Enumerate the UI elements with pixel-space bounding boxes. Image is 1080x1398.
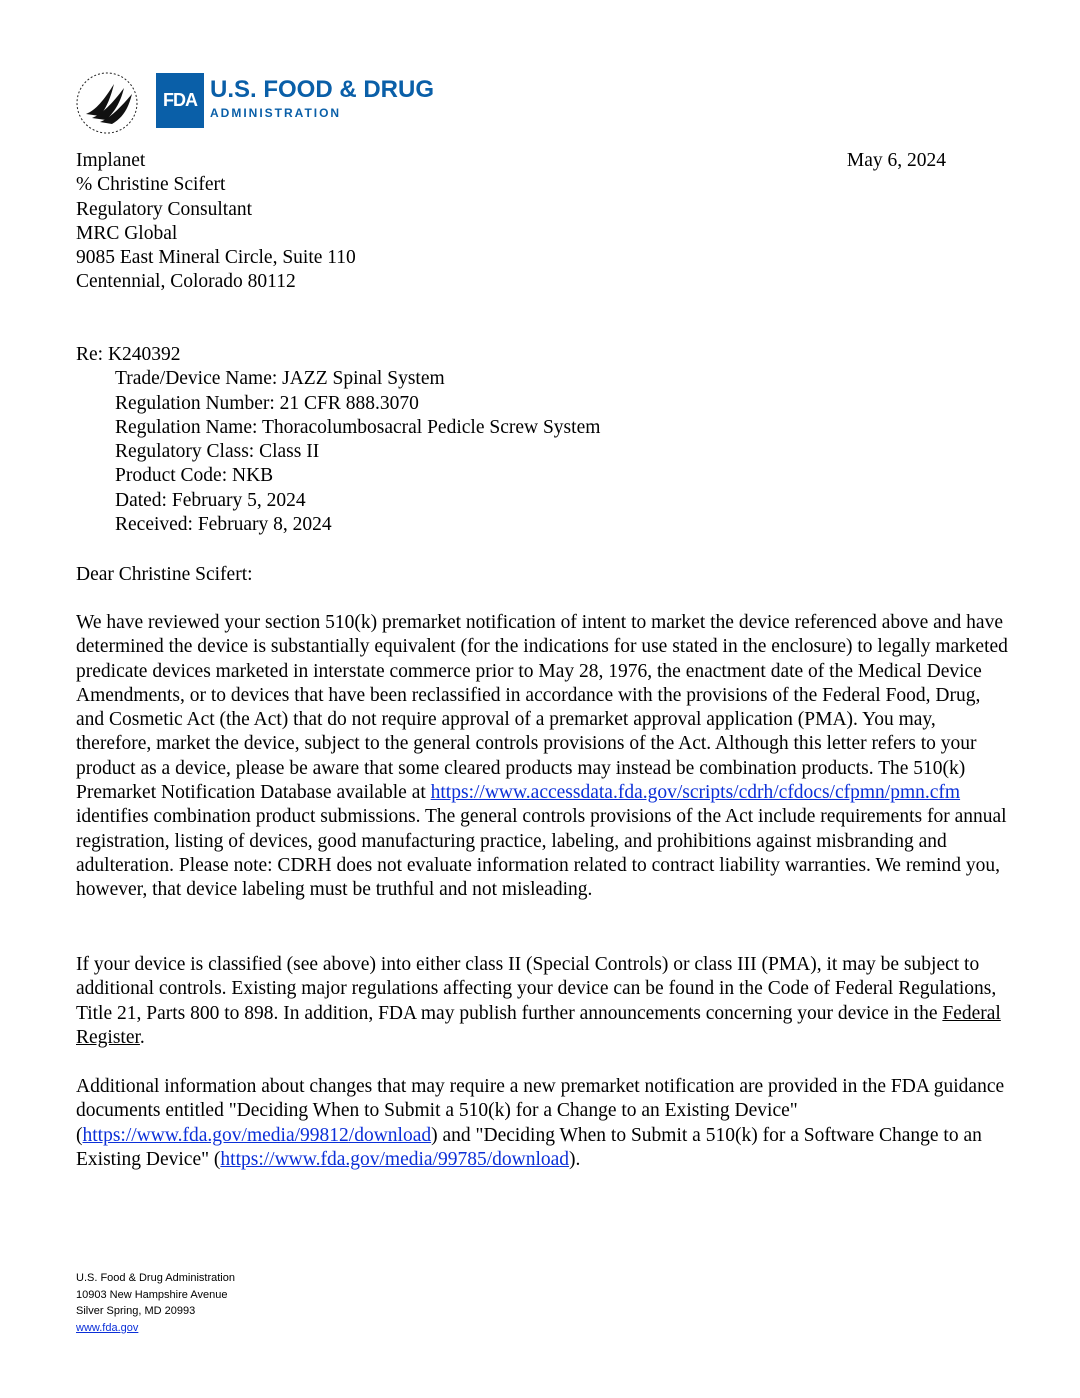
- address-line: 9085 East Mineral Circle, Suite 110: [76, 247, 356, 269]
- paragraph-text: We have reviewed your section 510(k) premarket notification of intent to market the device referenced above and have determined the device is substantially equivalent (for the indications for use stated in the enclosure) to legally marketed predicate devices marketed in interstate commerce prior to May 28, 1976, the enactment date of the Medical Device Amendments, or to devices that have been reclassified in accordance with the provisions of the Federal Food, Drug, and Cosmetic Act (the Act) that do not require approval of a premarket approval application (PMA). You may, therefore, market the device, subject to the general controls provisions of the Act. Although this letter refers to your product as a device, please be aware that some cleared products may instead be combination products. The 510(k) Premarket Notification Database available at: [76, 612, 1008, 804]
- hhs-eagle-seal-icon: [74, 70, 144, 136]
- address-line: Regulatory Consultant: [76, 198, 253, 220]
- paragraph-text: If your device is classified (see above) into either class II (Special Controls) or class III (PMA), it may be subject to additional controls. Existing major regulations affecting your device can be found in the Code of Federal Regulations, Title 21, Parts 800 to 898. In addition, FDA may publish further announcements concerning your device in the: [76, 954, 997, 1024]
- re-detail: Regulation Number: 21 CFR 888.3070: [115, 392, 419, 414]
- fda-website-link[interactable]: www.fda.gov: [76, 1321, 139, 1334]
- paragraph-text: Additional information about changes that may require a new premarket notification are provided in the FDA guidance documents entitled "Deciding When to Submit a 510(k) for a Change to an Existing Device" (: [76, 1076, 1005, 1146]
- guidance-link-1[interactable]: https://www.fda.gov/media/99812/download: [82, 1124, 432, 1146]
- paragraph-determination: [76, 611, 1011, 903]
- re-detail: Regulatory Class: Class II: [115, 441, 320, 463]
- re-detail: Dated: February 5, 2024: [115, 489, 306, 511]
- salutation: Dear Christine Scifert:: [76, 564, 253, 585]
- paragraph-text: identifies combination product submissions. The general controls provisions of the Act include requirements for annual registration, listing of devices, good manufacturing practice, labeling, and prohibitions against misbranding and adulteration. Please note: CDRH does not evaluate information related to contract liability warranties. We remind you, however, that device labeling must be truthful and not misleading.: [76, 806, 1007, 901]
- footer-address: [76, 1270, 235, 1336]
- paragraph-controls: [76, 953, 1011, 1050]
- reference-block: [76, 343, 600, 537]
- pmn-database-link[interactable]: https://www.accessdata.fda.gov/scripts/cdrh/cfdocs/cfpmn/pmn.cfm: [430, 782, 961, 804]
- agency-name: U.S. FOOD & DRUG: [210, 76, 435, 103]
- paragraph-text: ).: [569, 1148, 581, 1170]
- paragraph-guidance: [76, 1075, 1011, 1172]
- agency-subtitle: ADMINISTRATION: [210, 106, 342, 120]
- federal-register-text: Federal Register: [76, 1002, 1001, 1048]
- address-line: Implanet: [76, 150, 146, 171]
- recipient-address: [76, 149, 356, 295]
- re-detail: Regulation Name: Thoracolumbosacral Pedicle Screw System: [115, 416, 601, 438]
- re-detail: Received: February 8, 2024: [115, 514, 332, 536]
- address-line: Centennial, Colorado 80112: [76, 271, 296, 293]
- address-line: MRC Global: [76, 222, 178, 244]
- address-line: % Christine Scifert: [76, 174, 226, 196]
- fda-logo-box: FDA: [156, 73, 204, 128]
- paragraph-text: .: [139, 1026, 145, 1048]
- letter-date: May 6, 2024: [846, 150, 946, 171]
- re-detail: Trade/Device Name: JAZZ Spinal System: [115, 368, 445, 390]
- guidance-link-2[interactable]: https://www.fda.gov/media/99785/download: [220, 1148, 570, 1170]
- footer-line: U.S. Food & Drug Administration: [76, 1272, 235, 1284]
- paragraph-text: ) and "Deciding When to Submit a 510(k) for a Software Change to an Existing Device" (: [76, 1124, 982, 1170]
- re-detail: Product Code: NKB: [115, 465, 274, 487]
- footer-line: 10903 New Hampshire Avenue: [76, 1288, 228, 1301]
- footer-line: Silver Spring, MD 20993: [76, 1305, 196, 1317]
- re-line: Re: K240392: [76, 344, 181, 365]
